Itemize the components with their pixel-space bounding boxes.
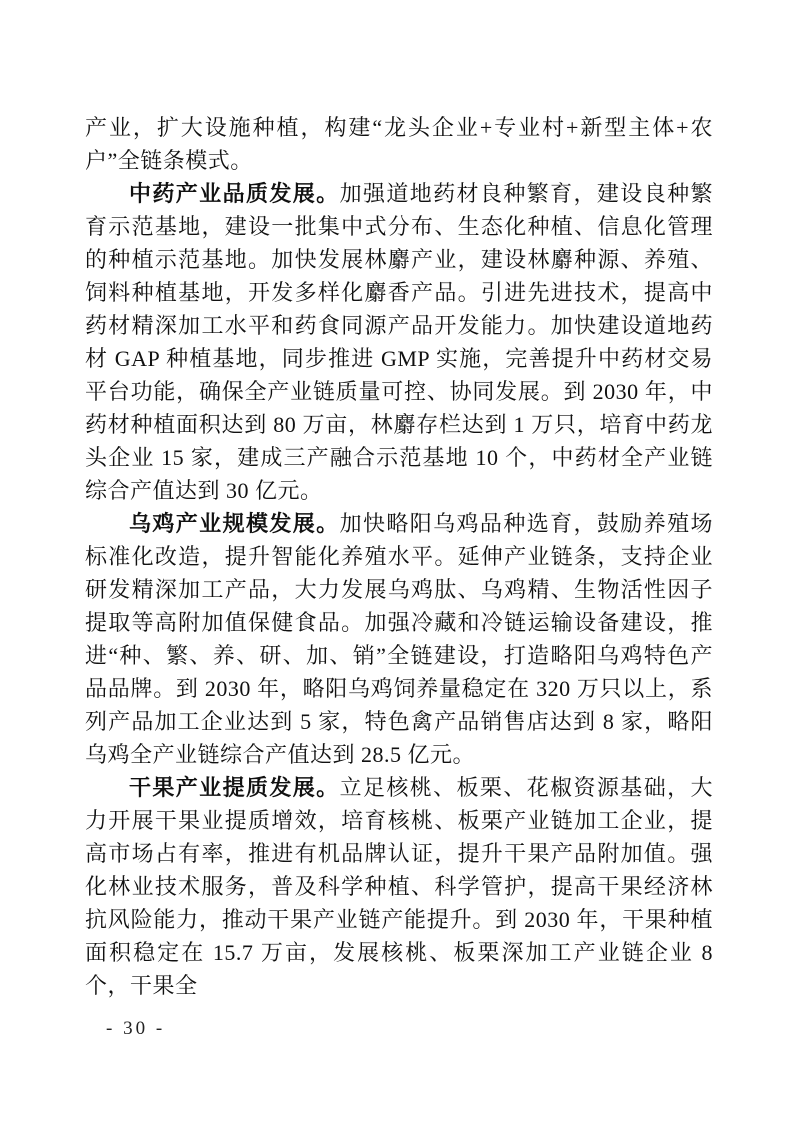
text-block [85,111,713,1002]
paragraph-tcm-industry [85,177,713,507]
paragraph-black-chicken-industry [85,507,713,771]
footer-page-number: - 30 - [106,1018,166,1039]
paragraph-dried-fruit-industry [85,771,713,1002]
paragraph-lead: 干果产业提质发展。 [129,775,340,800]
paragraph-text: 加强道地药材良种繁育，建设良种繁育示范基地，建设一批集中式分布、生态化种植、信息化管理的种植示范基地。加快发展林麝产业，建设林麝种源、养殖、饲料种植基地，开发多样化麝香产品。引进先进技术，提高中药材精深加工水平和药食同源产品开发能力。加快建设道地药材 GAP 种植基地，同步推进 GMP 实施，完善提升中药材交易平台功能，确保全产业链质量可控、协同发展。到 2030 年，中药材种植面积达到 80 万亩，林麝存栏达到 1 万只，培育中药龙头企业 15 家，建成三产融合示范基地 10 个，中药材全产业链综合产值达到 30 亿元。 [85,181,713,503]
paragraph-text: 立足核桃、板栗、花椒资源基础，大力开展干果业提质增效，培育核桃、板栗产业链加工企业，提高市场占有率，推进有机品牌认证，提升干果产品附加值。强化林业技术服务，普及科学种植、科学管护，提高干果经济林抗风险能力，推动干果产业链产能提升。到 2030 年，干果种植面积稳定在 15.7 万亩，发展核桃、板栗深加工产业链企业 8 个，干果全 [85,775,713,998]
paragraph-text: 加快略阳乌鸡品种选育，鼓励养殖场标准化改造，提升智能化养殖水平。延伸产业链条，支持企业研发精深加工产品，大力发展乌鸡肽、乌鸡精、生物活性因子提取等高附加值保健食品。加强冷藏和冷链运输设备建设，推进“种、繁、养、研、加、销”全链建设，打造略阳乌鸡特色产品品牌。到 2030 年，略阳乌鸡饲养量稳定在 320 万只以上，系列产品加工企业达到 5 家，特色禽产品销售店达到 8 家，略阳乌鸡全产业链综合产值达到 28.5 亿元。 [85,511,713,767]
paragraph-text: 产业，扩大设施种植，构建“龙头企业+专业村+新型主体+农户”全链条模式。 [85,115,713,173]
paragraph-continuation [85,111,713,177]
paragraph-lead: 乌鸡产业规模发展。 [129,511,340,536]
paragraph-lead: 中药产业品质发展。 [129,181,340,206]
